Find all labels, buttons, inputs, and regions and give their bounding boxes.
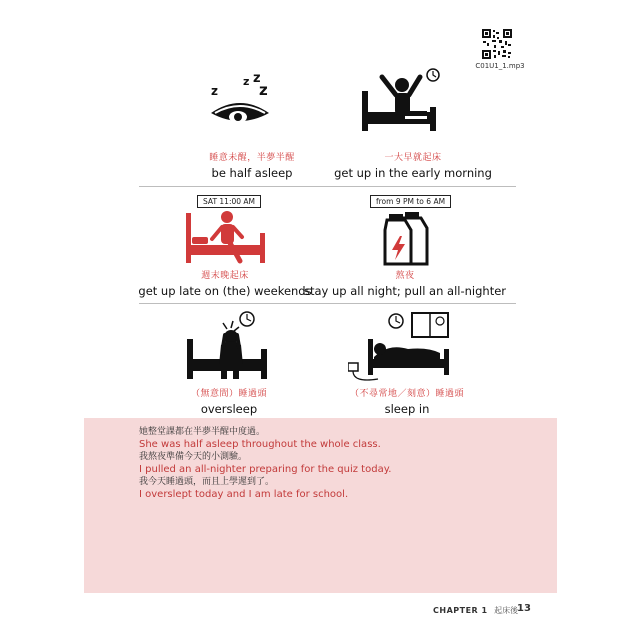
sleepy-eye-icon bbox=[205, 73, 275, 133]
item-zh-label: 熬夜 bbox=[395, 271, 415, 281]
item-en-label: stay up all night; pull an all-nighter bbox=[303, 284, 507, 298]
example-en: She was half asleep throughout the whole class. bbox=[139, 439, 381, 450]
row-divider bbox=[139, 186, 516, 187]
sleep-in-bed-icon bbox=[348, 311, 463, 381]
row-divider bbox=[139, 303, 516, 304]
example-zh: 她整堂課都在半夢半醒中度過。 bbox=[139, 427, 266, 437]
time-tag: from 9 PM to 6 AM bbox=[370, 195, 451, 208]
svg-text:z: z bbox=[243, 75, 250, 88]
example-sentences-box bbox=[84, 418, 557, 593]
chapter-label: CHAPTER 1 bbox=[433, 606, 488, 615]
energy-drinks-icon bbox=[383, 210, 433, 266]
svg-text:z: z bbox=[259, 81, 268, 99]
section-label: 起床後 bbox=[494, 606, 519, 615]
page-footer bbox=[433, 605, 518, 616]
item-en-label: be half asleep bbox=[211, 166, 293, 180]
item-zh-label: （無意間）睡過頭 bbox=[190, 389, 267, 399]
example-en: I overslept today and I am late for school. bbox=[139, 489, 349, 500]
audio-file-label: C01U1_1.mp3 bbox=[475, 62, 525, 70]
example-zh: 我今天睡過頭，而且上學遲到了。 bbox=[139, 477, 275, 487]
time-tag: SAT 11:00 AM bbox=[197, 195, 261, 208]
svg-text:z: z bbox=[253, 73, 261, 86]
item-zh-label: （不尋常地／刻意）睡過頭 bbox=[349, 389, 464, 399]
example-zh: 我熬夜準備今天的小測驗。 bbox=[139, 452, 248, 462]
item-get-up-early bbox=[303, 150, 523, 180]
svg-text:z: z bbox=[211, 84, 218, 98]
item-en-label: sleep in bbox=[384, 402, 430, 416]
qr-code[interactable] bbox=[481, 28, 513, 60]
item-zh-label: 週末晚起床 bbox=[201, 271, 249, 281]
item-en-label: get up late on (the) weekends bbox=[138, 284, 312, 298]
item-stay-up-all-night bbox=[295, 268, 515, 298]
item-zh-label: 一大早就起床 bbox=[384, 153, 442, 163]
item-zh-label: 睡意未醒，半夢半醒 bbox=[209, 153, 295, 163]
oversleep-alarm-icon bbox=[185, 309, 270, 381]
item-sleep-in bbox=[297, 386, 517, 416]
page-number: 13 bbox=[517, 603, 531, 614]
wake-up-stretch-icon bbox=[360, 67, 450, 135]
item-en-label: oversleep bbox=[200, 402, 258, 416]
example-en: I pulled an all-nighter preparing for the quiz today. bbox=[139, 464, 392, 475]
item-en-label: get up in the early morning bbox=[334, 166, 492, 180]
weekend-late-wake-icon bbox=[186, 209, 266, 265]
